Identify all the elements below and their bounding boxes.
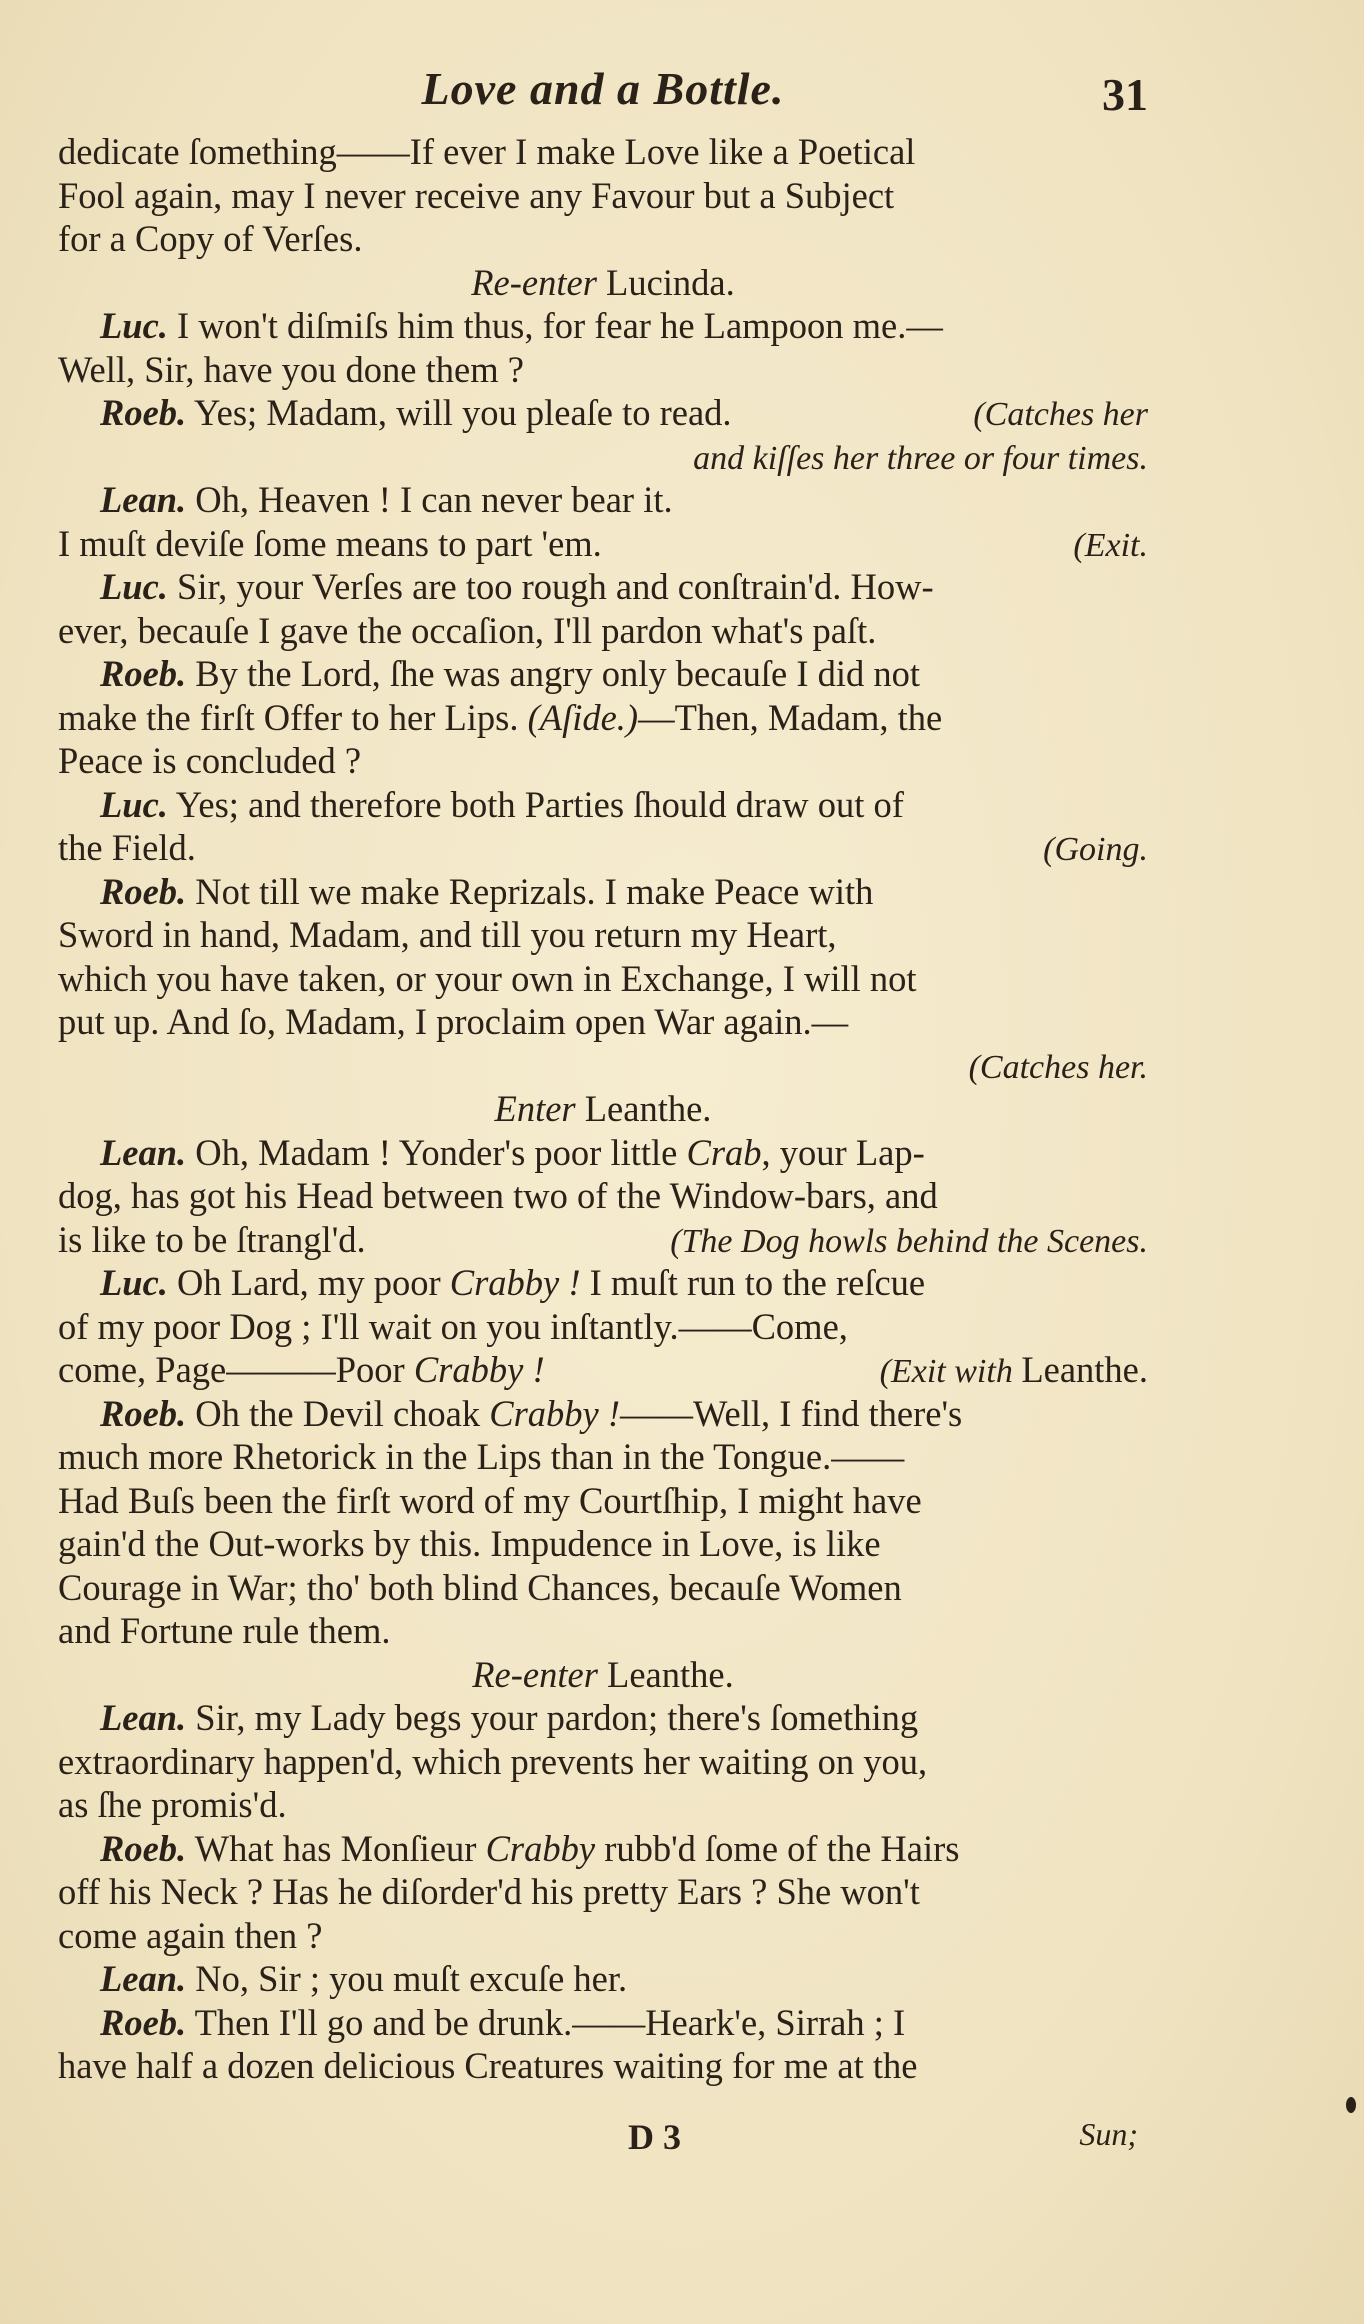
line-body (100, 1261, 925, 1305)
line-text: Leanthe. (584, 1088, 712, 1129)
line-text: I won't diſmiſs him thus, for fear he Lampoon me.— (167, 305, 943, 346)
line-body (58, 1000, 848, 1044)
line-body (100, 1827, 959, 1871)
text-line (58, 1522, 1148, 1566)
signature-mark: D 3 (628, 2117, 681, 2157)
line-text: dedicate ſomething——If ever I make Love like a Poetical (58, 131, 916, 172)
line-text: Oh the Devil choak (186, 1392, 490, 1434)
line-text: and Fortune rule them. (58, 1610, 391, 1651)
text-line (58, 1348, 1148, 1392)
text-line (58, 609, 1148, 653)
text-line (58, 391, 1148, 435)
line-text: is like to be ſtrangl'd. (58, 1218, 366, 1260)
line-body (58, 1522, 881, 1566)
text-line (58, 1870, 1148, 1914)
line-body (495, 1087, 712, 1131)
line-text: Fool again, may I never receive any Favour but a Subject (58, 174, 895, 216)
line-body (58, 1218, 366, 1262)
line-text: Leanthe. (1021, 1349, 1148, 1390)
text-line (58, 1392, 1148, 1436)
text-line (58, 522, 1148, 566)
speaker-name: Roeb. (100, 870, 187, 912)
line-body (58, 696, 942, 740)
line-text: —Then, Madam, the (638, 696, 943, 738)
line-text: Yes; and therefore both Parties ſhould draw out of (167, 783, 904, 825)
text-line (58, 304, 1148, 348)
text-line (58, 1653, 1148, 1697)
text-line (58, 696, 1148, 740)
line-body (58, 609, 876, 653)
line-text: gain'd the Out-works by this. Impudence in Love, is like (58, 1523, 881, 1564)
italic-text: Crab (686, 1131, 762, 1173)
line-direction (973, 391, 1148, 437)
line-body (58, 913, 837, 957)
line-body (58, 1435, 904, 1479)
line-body (58, 348, 524, 392)
text-line (58, 2044, 1148, 2088)
line-body (58, 1305, 848, 1349)
stage-direction: (Catches her (973, 396, 1148, 433)
line-body (100, 304, 943, 348)
line-body (58, 217, 362, 261)
text-line (58, 957, 1148, 1001)
line-body (58, 1348, 545, 1392)
stage-direction: and kiſſes her three or four times. (693, 439, 1148, 477)
line-body (100, 652, 920, 696)
text-line (58, 1131, 1148, 1175)
line-text: Courage in War; tho' both blind Chances, becauſe Women (58, 1566, 902, 1608)
text-line (58, 1696, 1148, 1740)
line-text: rubb'd ſome of the Hairs (595, 1827, 960, 1869)
line-text: Leanthe. (607, 1653, 734, 1695)
text-line (58, 348, 1148, 392)
line-text: make the firſt Offer to her Lips. (58, 696, 528, 738)
line-direction (1043, 826, 1148, 872)
line-body (969, 1044, 1148, 1090)
text-line (58, 913, 1148, 957)
line-body (58, 1609, 390, 1653)
line-text: Well, Sir, have you done them ? (58, 348, 524, 390)
line-text: ——Well, I find there's (620, 1392, 963, 1434)
stage-direction: (The Dog howls behind the Scenes. (670, 1222, 1148, 1260)
line-body (100, 1131, 925, 1175)
line-text: Oh, Madam ! Yonder's poor little (186, 1131, 687, 1173)
text-line (58, 261, 1148, 305)
italic-text: Re-enter (471, 261, 607, 303)
line-text: Peace is concluded ? (58, 740, 362, 781)
italic-text: Enter (494, 1088, 585, 1129)
text-line (58, 1218, 1148, 1262)
page-number: 31 (1102, 69, 1148, 120)
speaker-name: Luc. (100, 783, 168, 825)
text-line (58, 1044, 1148, 1088)
speaker-name: Roeb. (100, 653, 187, 694)
line-body (100, 870, 873, 914)
line-text: Not till we make Reprizals. I make Peace with (186, 870, 874, 912)
text-line (58, 870, 1148, 914)
text-line (58, 565, 1148, 609)
line-body (58, 826, 196, 870)
line-text: for a Copy of Verſes. (58, 218, 363, 259)
line-body (58, 1783, 287, 1827)
line-direction (880, 1348, 1148, 1394)
line-text: Had Buſs been the firſt word of my Courtſhip, I might have (58, 1479, 922, 1521)
text-line (58, 217, 1148, 261)
line-text: have half a dozen delicious Creatures waiting for me at the (58, 2045, 918, 2086)
line-body (58, 1174, 938, 1218)
italic-text: Crabby ! (449, 1262, 581, 1303)
text-line (58, 1435, 1148, 1479)
line-text: , your Lap- (761, 1131, 925, 1173)
speaker-name: Luc. (100, 1262, 168, 1303)
line-direction (1073, 522, 1148, 568)
line-text: What has Monſieur (186, 1827, 486, 1869)
line-body (58, 1566, 902, 1610)
speaker-name: Roeb. (100, 1392, 187, 1434)
text-line (58, 1783, 1148, 1827)
line-body (58, 130, 915, 174)
text-line (58, 435, 1148, 479)
line-text: extraordinary happen'd, which prevents her waiting on you, (58, 1740, 928, 1782)
text-line (58, 1174, 1148, 1218)
page-footer (58, 2116, 1148, 2166)
text-line (58, 2001, 1148, 2045)
line-text: Sir, my Lady begs your pardon; there's ſomething (186, 1697, 919, 1738)
speaker-name: Lean. (100, 1958, 187, 1999)
page-header (58, 62, 1148, 122)
italic-text: Crabby ! (489, 1392, 621, 1434)
italic-text: Crabby (485, 1827, 596, 1869)
speaker-name: Roeb. (100, 392, 187, 433)
line-text: as ſhe promis'd. (58, 1784, 287, 1825)
line-body (693, 435, 1148, 481)
running-title: Love and a Bottle. (421, 63, 785, 114)
line-text: dog, has got his Head between two of the Window-bars, and (58, 1175, 938, 1216)
line-text: come, Page———Poor (58, 1349, 414, 1390)
line-body (58, 1870, 920, 1914)
text-line (58, 783, 1148, 827)
line-direction (670, 1218, 1148, 1264)
text-line (58, 1957, 1148, 2001)
stage-direction: (Exit with (879, 1353, 1022, 1390)
italic-text: Crabby ! (413, 1349, 545, 1390)
text-line (58, 652, 1148, 696)
line-text: much more Rhetorick in the Lips than in the Tongue.—— (58, 1436, 905, 1477)
line-body (58, 957, 917, 1001)
text-line (58, 1566, 1148, 1610)
text-line (58, 1914, 1148, 1958)
speaker-name: Roeb. (100, 2001, 187, 2043)
text-line (58, 130, 1148, 174)
line-text: Then I'll go and be drunk.——Heark'e, Sirrah ; I (186, 2001, 906, 2043)
line-body (58, 174, 894, 218)
line-body (100, 783, 904, 827)
speaker-name: Luc. (100, 566, 168, 607)
ink-speck (1346, 2097, 1356, 2113)
line-body (58, 522, 602, 566)
line-text: off his Neck ? Has he diſorder'd his pretty Ears ? She won't (58, 1871, 920, 1912)
line-body (58, 2044, 917, 2088)
text-line (58, 1087, 1148, 1131)
line-text: Sir, your Verſes are too rough and conſtrain'd. How- (167, 566, 934, 607)
play-text (58, 130, 1148, 2088)
line-text: which you have taken, or your own in Exchange, I will not (58, 957, 917, 999)
catchword: Sun; (1079, 2116, 1138, 2152)
speaker-name: Roeb. (100, 1827, 187, 1869)
text-line (58, 174, 1148, 218)
line-text: the Field. (58, 827, 196, 868)
line-text: Oh, Heaven ! I can never bear it. (186, 479, 673, 520)
stage-direction: (Catches her. (968, 1048, 1148, 1086)
text-line (58, 1261, 1148, 1305)
text-line (58, 1609, 1148, 1653)
text-line (58, 739, 1148, 783)
line-text: Sword in hand, Madam, and till you return my Heart, (58, 914, 837, 955)
line-body (58, 1479, 922, 1523)
line-body (472, 1653, 733, 1697)
line-body (100, 478, 673, 522)
line-body (58, 1740, 927, 1784)
line-body (100, 1957, 627, 2001)
line-body (100, 565, 934, 609)
line-text: I muſt run to the reſcue (580, 1262, 926, 1303)
text-line (58, 478, 1148, 522)
text-line (58, 1000, 1148, 1044)
line-text: ever, becauſe I gave the occaſion, I'll pardon what's paſt. (58, 609, 877, 651)
speaker-name: Lean. (100, 1697, 187, 1738)
line-text: I muſt deviſe ſome means to part 'em. (58, 522, 602, 564)
line-body (58, 1914, 323, 1958)
text-line (58, 826, 1148, 870)
line-text: Yes; Madam, will you pleaſe to read. (186, 392, 732, 433)
line-text: put up. And ſo, Madam, I proclaim open War again.— (58, 1001, 849, 1042)
text-line (58, 1479, 1148, 1523)
line-text: Oh Lard, my poor (167, 1262, 450, 1303)
speaker-name: Lean. (100, 1131, 187, 1173)
line-body (100, 1696, 918, 1740)
speaker-name: Luc. (100, 305, 168, 346)
stage-direction: (Going. (1043, 831, 1148, 868)
italic-text: (Aſide.) (527, 696, 639, 738)
line-text: come again then ? (58, 1914, 323, 1956)
line-text: No, Sir ; you muſt excuſe her. (186, 1958, 628, 1999)
line-body (100, 391, 732, 435)
line-body (58, 739, 361, 783)
line-body (471, 261, 735, 305)
line-text: By the Lord, ſhe was angry only becauſe I did not (186, 653, 921, 694)
speaker-name: Lean. (100, 479, 187, 520)
line-body (100, 1392, 962, 1436)
text-line (58, 1740, 1148, 1784)
italic-text: Re-enter (472, 1653, 608, 1695)
line-text: Lucinda. (606, 261, 735, 303)
text-line (58, 1827, 1148, 1871)
stage-direction: (Exit. (1073, 526, 1148, 564)
line-text: of my poor Dog ; I'll wait on you inſtantly.——Come, (58, 1305, 848, 1347)
text-line (58, 1305, 1148, 1349)
line-body (100, 2001, 905, 2045)
